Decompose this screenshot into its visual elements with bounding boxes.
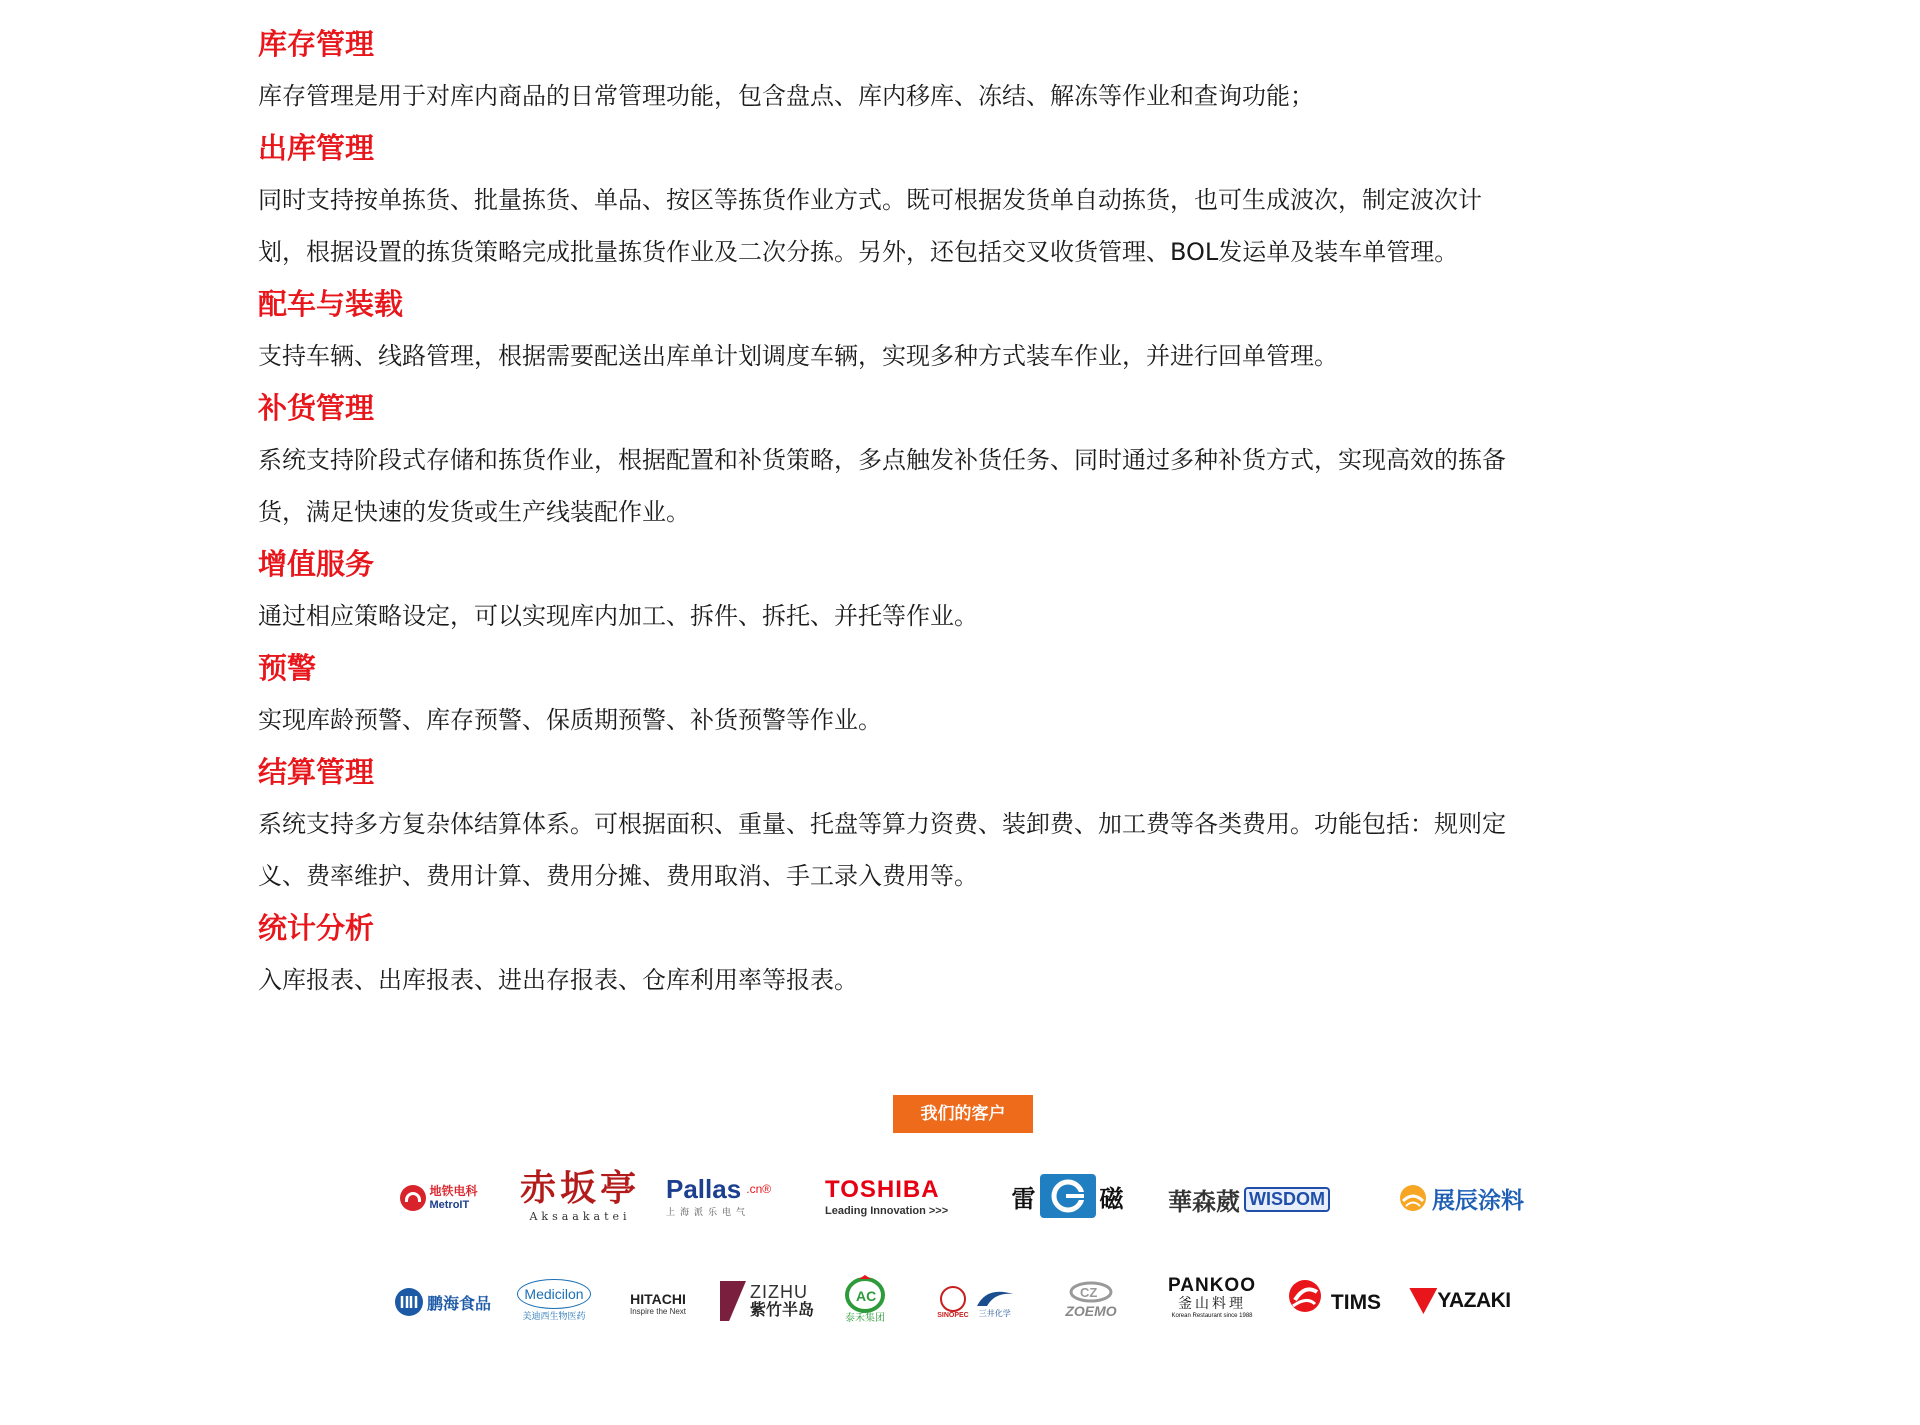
section-title: 预警: [258, 651, 317, 685]
tims-logo: [1280, 1270, 1386, 1322]
pankoo-logo: [1162, 1270, 1262, 1326]
clients-badge: 我们的客户: [893, 1095, 1033, 1133]
medicilon-logo: [512, 1272, 596, 1330]
logo-text-en: TOSHIBA: [825, 1176, 940, 1203]
logo-text-sup: .cn®: [746, 1182, 772, 1196]
logo-text-cn: 釜山料理: [1178, 1296, 1246, 1312]
logo-text-cn: 地铁电科: [429, 1184, 478, 1198]
logo-text-cn: 赤坂亭: [519, 1167, 640, 1209]
v-icon: [1409, 1288, 1437, 1314]
yazaki-logo: [1405, 1280, 1515, 1322]
logo-text-cn: 紫竹半岛: [749, 1300, 814, 1319]
logo-text-en: WISDOM: [1244, 1187, 1330, 1212]
section-text: 货，满足快速的发货或生产线装配作业。: [258, 498, 690, 526]
sun-icon: [1398, 1183, 1428, 1213]
logo-text-en: YAZAKI: [1437, 1289, 1511, 1312]
section-text: 划，根据设置的拣货策略完成批量拣货作业及二次分拣。另外，还包括交叉收货管理、BOL发运单及装车单管理。: [258, 238, 1459, 266]
section-title: 统计分析: [258, 911, 375, 945]
zhanchen-logo: [1385, 1178, 1537, 1218]
section-text: 入库报表、出库报表、进出存报表、仓库利用率等报表。: [258, 966, 858, 994]
logo-text-cn: 泰禾集团: [845, 1313, 885, 1324]
logo-text-en: Medicilon: [517, 1279, 590, 1309]
logo-text-cn: 展辰涂料: [1432, 1187, 1524, 1214]
section-text: 义、费率维护、费用计算、费用分摊、费用取消、手工录入费用等。: [258, 862, 978, 890]
logo-text-sub: Inspire the Next: [629, 1307, 687, 1316]
logo-text-en: HITACHI: [630, 1291, 686, 1307]
logo-text-en: Pallas: [666, 1174, 742, 1204]
sinopec-icon: [940, 1286, 966, 1312]
logo-text-en: ZIZHU: [749, 1282, 808, 1302]
section-title: 库存管理: [258, 27, 375, 61]
section-text: 系统支持多方复杂体结算体系。可根据面积、重量、托盘等算力资费、装卸费、加工费等各类费用。功能包括：规则定: [258, 810, 1506, 838]
lightning-icon: [1040, 1174, 1096, 1218]
section-text: 同时支持按单拣货、批量拣货、单品、按区等拣货作业方式。既可根据发货单自动拣货，也可生成波次，制定波次计: [258, 186, 1482, 214]
logo-text-en: PANKOO: [1168, 1275, 1256, 1296]
section-text: 通过相应策略设定，可以实现库内加工、拆件、拆托、并托等作业。: [258, 602, 978, 630]
logo-text-en: ZOEMO: [1065, 1303, 1117, 1319]
logo-text-cn: 雷: [1011, 1184, 1036, 1213]
logo-text-cn: 美迪西生物医药: [522, 1312, 586, 1322]
section-text: 支持车辆、线路管理，根据需要配送出库单计划调度车辆，实现多种方式装车作业，并进行回单管理。: [258, 342, 1338, 370]
section-settlement: [258, 746, 1658, 902]
section-inventory: [258, 18, 1658, 122]
penghai-logo: [390, 1282, 496, 1322]
section-title: 结算管理: [258, 755, 375, 789]
toshiba-logo: [825, 1172, 977, 1222]
wave-icon: [975, 1286, 1015, 1308]
hitachi-logo: [616, 1286, 700, 1322]
section-title: 配车与装载: [258, 287, 404, 321]
section-alerts: [258, 642, 1658, 746]
hai-icon: [395, 1288, 423, 1316]
logo-text-en: Aksaakatei: [529, 1210, 631, 1223]
swirl-icon: [1285, 1276, 1325, 1316]
sinopec-sanjing-logo: [920, 1276, 1032, 1328]
zizhu-logo: [715, 1278, 819, 1324]
logo-text-en: TIMS: [1330, 1291, 1382, 1314]
pallas-logo: [666, 1172, 790, 1222]
section-loading: [258, 278, 1658, 382]
logo-text-cn: 磁: [1099, 1184, 1124, 1213]
zoemo-mark-icon: [1068, 1281, 1114, 1303]
logo-text-cn: 三井化学: [978, 1308, 1011, 1318]
svg-text:CZ: CZ: [1080, 1285, 1098, 1300]
section-outbound: [258, 122, 1658, 278]
metroit-logo: [393, 1178, 485, 1218]
section-replenishment: [258, 382, 1658, 538]
section-title: 增值服务: [258, 547, 375, 581]
zizhu-mark-icon: [720, 1281, 746, 1321]
ac-icon: [845, 1275, 885, 1313]
logo-text-en: SINOPEC: [937, 1311, 969, 1319]
feature-list: [258, 18, 1658, 1006]
section-title: 补货管理: [258, 391, 375, 425]
section-text: 库存管理是用于对库内商品的日常管理功能，包含盘点、库内移库、冻结、解冻等作业和查询功能；: [258, 82, 1314, 110]
logo-text-cn: 華森葳: [1168, 1187, 1240, 1216]
zoemo-logo: [1050, 1276, 1132, 1324]
section-statistics: [258, 902, 1658, 1006]
logo-text-sub: Leading Innovation >>>: [825, 1205, 949, 1217]
section-title: 出库管理: [258, 131, 375, 165]
logo-text-cn: 鹏海食品: [426, 1293, 491, 1313]
huasensheng-wisdom-logo: [1158, 1176, 1340, 1222]
logo-text-sub: Korean Restaurant since 1988: [1171, 1313, 1253, 1319]
section-text: 实现库龄预警、库存预警、保质期预警、补货预警等作业。: [258, 706, 882, 734]
section-text: 系统支持阶段式存储和拣货作业，根据配置和补货策略，多点触发补货任务、同时通过多种补货方式，实现高效的拣备: [258, 446, 1506, 474]
akasakatei-logo: [515, 1162, 645, 1228]
leici-logo: [1005, 1170, 1130, 1222]
section-value-added: [258, 538, 1658, 642]
logo-text-cn: 上海派乐电气: [666, 1208, 751, 1218]
logo-text-en: MetroIT: [429, 1199, 470, 1211]
metro-icon: [400, 1185, 426, 1211]
taimu-logo: [835, 1272, 895, 1328]
svg-text:AC: AC: [856, 1288, 877, 1304]
